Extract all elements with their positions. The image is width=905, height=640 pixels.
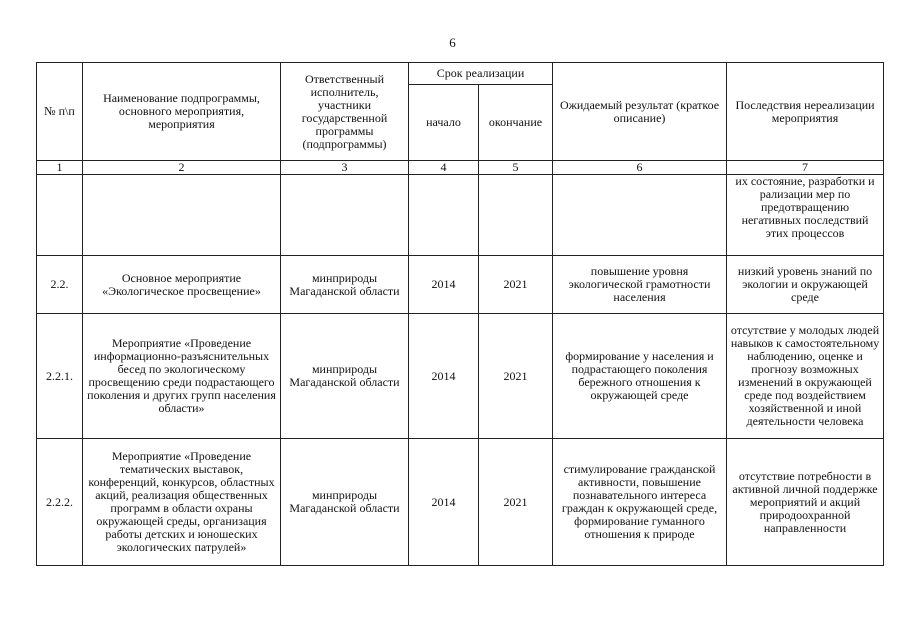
row-number (37, 175, 83, 256)
row-end: 2021 (479, 256, 553, 314)
header-start: начало (409, 85, 479, 161)
header-consequences: Последствия нереализации мероприятия (727, 63, 884, 161)
row-result: формирование у населения и подрастающего поколения бережного отношения к окружающей среде (553, 314, 727, 439)
row-consequences: отсутствие потребности в активной личной поддержке мероприятий и акций природоохранной направленности (727, 439, 884, 566)
table-row (37, 256, 884, 314)
row-result: повышение уровня экологической грамотности населения (553, 256, 727, 314)
row-end: 2021 (479, 439, 553, 566)
row-start: 2014 (409, 256, 479, 314)
column-number: 3 (281, 161, 409, 175)
column-number: 5 (479, 161, 553, 175)
column-number: 4 (409, 161, 479, 175)
row-start: 2014 (409, 314, 479, 439)
row-number: 2.2. (37, 256, 83, 314)
row-name: Основное мероприятие «Экологическое просвещение» (83, 256, 281, 314)
row-executor (281, 175, 409, 256)
header-end: окончание (479, 85, 553, 161)
header-executor: Ответственный исполнитель, участники государственной программы (подпрограммы) (281, 63, 409, 161)
header-number: № п\п (37, 63, 83, 161)
header-row-1 (37, 63, 884, 85)
header-result: Ожидаемый результат (краткое описание) (553, 63, 727, 161)
row-number: 2.2.2. (37, 439, 83, 566)
column-number: 6 (553, 161, 727, 175)
row-result (553, 175, 727, 256)
header-period: Срок реализации (409, 63, 553, 85)
column-number: 2 (83, 161, 281, 175)
row-consequences: их состояние, разработки и рализации мер по предотвращению негативных последствий этих процессов (727, 175, 884, 256)
row-end (479, 175, 553, 256)
row-end: 2021 (479, 314, 553, 439)
row-name (83, 175, 281, 256)
row-start (409, 175, 479, 256)
table-row (37, 175, 884, 256)
row-consequences: низкий уровень знаний по экологии и окружающей среде (727, 256, 884, 314)
row-start: 2014 (409, 439, 479, 566)
row-number: 2.2.1. (37, 314, 83, 439)
row-name: Мероприятие «Проведение информационно-разъяснительных бесед по экологическому просвещению среди подрастающего поколения и других групп населения области» (83, 314, 281, 439)
column-number: 1 (37, 161, 83, 175)
column-numbers-row (37, 161, 884, 175)
header-name: Наименование подпрограммы, основного мероприятия, мероприятия (83, 63, 281, 161)
row-executor: минприроды Магаданской области (281, 256, 409, 314)
program-table (36, 62, 884, 566)
column-number: 7 (727, 161, 884, 175)
row-consequences: отсутствие у молодых людей навыков к самостоятельному наблюдению, оценке и прогнозу возможных изменений в окружающей среде под воздействием хозяйственной и иной деятельности человека (727, 314, 884, 439)
row-result: стимулирование гражданской активности, повышение познавательного интереса граждан к окружающей среде, формирование гуманного отношения к природе (553, 439, 727, 566)
row-executor: минприроды Магаданской области (281, 314, 409, 439)
table-row (37, 314, 884, 439)
table-row (37, 439, 884, 566)
page-number: 6 (449, 35, 456, 50)
row-name: Мероприятие «Проведение тематических выставок, конференций, конкурсов, областных акций, реализация общественных программ в области охраны окружающей среды, организация работы детских и юношеских экологических патрулей» (83, 439, 281, 566)
row-executor: минприроды Магаданской области (281, 439, 409, 566)
